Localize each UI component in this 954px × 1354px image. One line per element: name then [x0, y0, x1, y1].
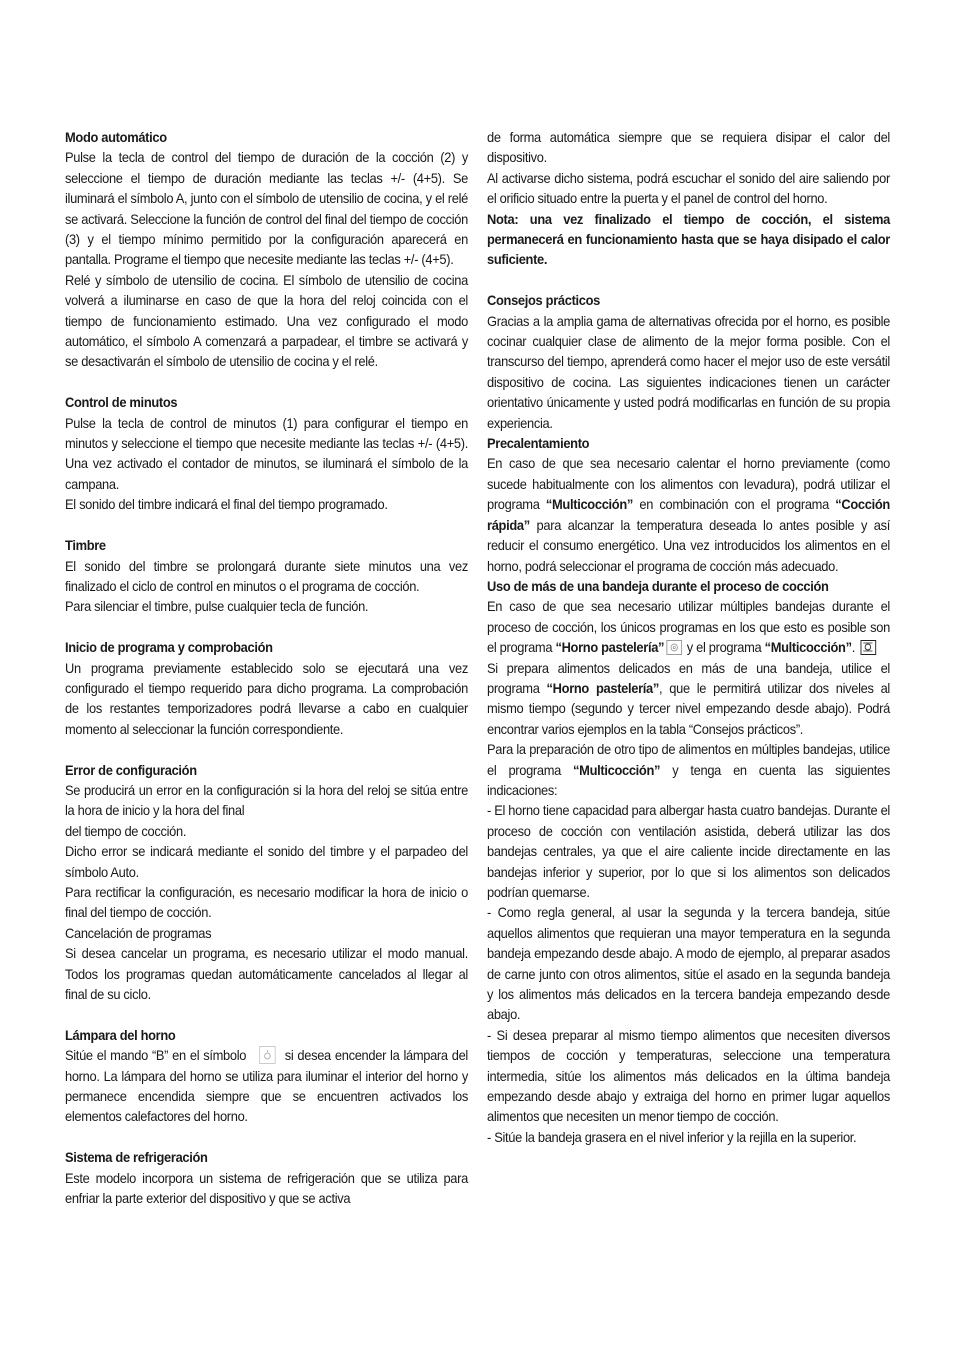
paragraph: El sonido del timbre se prolongará durante siete minutos una vez finalizado el ciclo de control en minutos o el programa de cocción. [65, 557, 468, 594]
paragraph: del tiempo de cocción. [65, 822, 187, 839]
bullet-item: - Como regla general, al usar la segunda y la tercera bandeja, sitúe aquellos alimentos que requieran una mayor temperatura en la segunda bandeja empezando desde abajo. A modo de ejemplo, al preparar asados de carne junto con otros alimentos, sitúe el asado en la segunda bandeja y los alimentos más delicados en la tercera bandeja empezando desde abajo. [487, 904, 890, 1023]
lamp-symbol-icon [259, 1046, 276, 1064]
heading-control-minutos: Control de minutos [65, 394, 178, 411]
paragraph-lampara: Sitúe el mando “B” en el símbolo si desea encender la lámpara del horno. La lámpara del horno se utiliza para iluminar el interior del horno y permanece encendida siempre que se encuentren activados los elementos calefactores del horno. [65, 1047, 468, 1125]
note-paragraph: Nota: una vez finalizado el tiempo de cocción, el sistema permanecerá en funcionamiento hasta que se haya disipado el calor suficiente. [487, 210, 890, 268]
paragraph-bandejas-2: Si prepara alimentos delicados en más de una bandeja, utilice el programa “Horno pastelería”, que le permitirá utilizar dos niveles al mismo tiempo (segundo y tercer nivel empezando desde abajo). Podrá encontrar varios ejemplos en la tabla “Consejos prácticos”. [487, 659, 890, 737]
paragraph: Al activarse dicho sistema, podrá escuchar el sonido del aire saliendo por el orificio situado entre la puerta y el panel de control del horno. [487, 169, 890, 207]
paragraph: Relé y símbolo de utensilio de cocina. El símbolo de utensilio de cocina volverá a iluminarse en caso de que la hora del reloj coincida con el tiempo de funcionamiento estimado. Una vez configurado el modo automático, el símbolo A comenzará a parpadear, el timbre se activará y se desactivarán el símbolo de utensilio de cocina y el relé. [65, 271, 468, 370]
heading-modo-automatico: Modo automático [65, 129, 167, 145]
heading-lampara: Lámpara del horno [65, 1026, 176, 1043]
paragraph-precalentamiento: En caso de que sea necesario calentar el horno previamente (como sucede habitualmente con los alimentos con levadura), podrá utilizar el programa “Multicocción” en combinación con el programa “Cocción rápida” para alcanzar la temperatura deseada lo antes posible y así reducir el consumo energético. Una vez introducidos los alimentos en el horno, podrá seleccionar el programa de cocción más adecuado. [487, 455, 890, 574]
bullet-item: - Si desea preparar al mismo tiempo alimentos que necesiten diversos tiempos de cocción y temperaturas, seleccione una temperatura intermedia, sitúe los alimentos más delicados en la última bandeja empezando desde abajo y extraiga del horno en primer lugar aquellos alimentos que necesiten un menor tiempo de cocción. [487, 1026, 890, 1125]
paragraph: Dicho error se indicará mediante el sonido del timbre y el parpadeo del símbolo Auto. [65, 843, 468, 880]
paragraph: Pulse la tecla de control de minutos (1) para configurar el tiempo en minutos y seleccione el tiempo que necesite mediante las teclas +/- (4+5). Una vez activado el contador de minutos, se iluminará el símbolo de la campana. [65, 414, 468, 492]
paragraph: Para silenciar el timbre, pulse cualquier tecla de función. [65, 598, 369, 615]
heading-error-configuracion: Error de configuración [65, 761, 197, 778]
heading-timbre: Timbre [65, 537, 106, 554]
paragraph: Un programa previamente establecido solo se ejecutará una vez configurado el tiempo requerido para dicho programa. La comprobación de los restantes temporizadores podrá llevarse a cabo en cualquier momento al seleccionar la función correspondiente. [65, 659, 468, 737]
paragraph: de forma automática siempre que se requiera disipar el calor del dispositivo. [487, 129, 890, 166]
paragraph: Para rectificar la configuración, es necesario modificar la hora de inicio o final del tiempo de cocción. [65, 883, 468, 921]
paragraph-bandejas-1: En caso de que sea necesario utilizar múltiples bandejas durante el proceso de cocción, los únicos programas en los que esto es posible son el programa “Horno pastelería” y el programa “Multicocción”. [487, 598, 890, 656]
paragraph: Cancelación de programas [65, 924, 212, 941]
pastry-oven-icon [666, 640, 682, 655]
left-column [65, 127, 468, 1208]
bullet-item: - El horno tiene capacidad para albergar hasta cuatro bandejas. Durante el proceso de cocción con ventilación asistida, deberá utilizar las dos bandejas centrales, ya que el aire caliente incide directamente en las bandejas inferior y superior, por lo que si los alimentos son delicados podrían quemarse. [487, 802, 890, 901]
heading-refrigeracion: Sistema de refrigeración [65, 1149, 208, 1166]
paragraph: Se producirá un error en la configuración si la hora del reloj se sitúa entre la hora de inicio y la hora del final [65, 781, 468, 819]
heading-consejos: Consejos prácticos [487, 292, 601, 309]
multicooking-icon [860, 640, 876, 655]
paragraph: Si desea cancelar un programa, es necesario utilizar el modo manual. Todos los programas quedan automáticamente cancelados al llegar al final de su ciclo. [65, 945, 468, 1002]
heading-precalentamiento: Precalentamiento [487, 435, 590, 452]
heading-bandejas: Uso de más de una bandeja durante el proceso de cocción [487, 577, 829, 594]
bullet-item: - Sitúe la bandeja grasera en el nivel inferior y la rejilla en la superior. [487, 1128, 857, 1145]
right-column [487, 127, 890, 1147]
paragraph: Gracias a la amplia gama de alternativas ofrecida por el horno, es posible cocinar cualquier clase de alimento de la mejor forma posible. Con el transcurso del tiempo, aprenderá como hacer el mejor uso de este versátil dispositivo de cocina. Las siguientes indicaciones tienen un carácter orientativo únicamente y usted podrá modificarlas en función de su propia experiencia. [487, 312, 890, 431]
paragraph-bandejas-3: Para la preparación de otro tipo de alimentos en múltiples bandejas, utilice el programa “Multicocción” y tenga en cuenta las siguientes indicaciones: [487, 741, 890, 798]
paragraph: El sonido del timbre indicará el final del tiempo programado. [65, 496, 388, 513]
heading-inicio-programa: Inicio de programa y comprobación [65, 639, 273, 656]
paragraph: Este modelo incorpora un sistema de refrigeración que se utiliza para enfriar la parte exterior del dispositivo y que se activa [65, 1169, 468, 1207]
paragraph: Pulse la tecla de control del tiempo de duración de la cocción (2) y seleccione el tiempo de duración mediante las teclas +/- (4+5). Se iluminará el símbolo A, junto con el símbolo de utensilio de cocina, y el relé se activará. Seleccione la función de control del final del tiempo de cocción (3) y el tiempo mínimo permitido por la configuración aparecerá en pantalla. Programe el tiempo que necesite mediante las teclas +/- (4+5). [65, 149, 468, 268]
